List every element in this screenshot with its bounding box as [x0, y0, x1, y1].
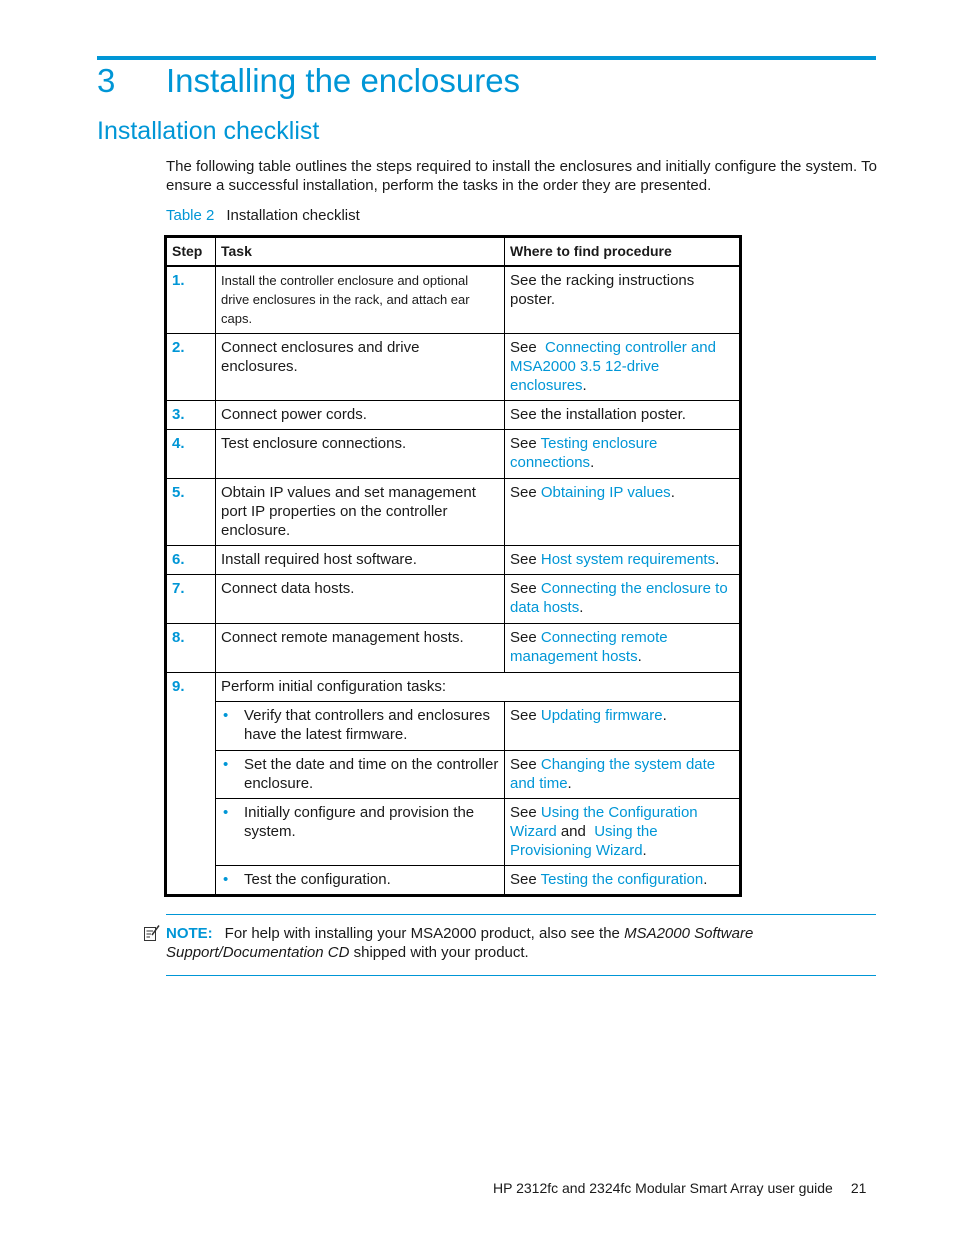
where-suffix: . [642, 842, 647, 859]
header-task: Task [216, 237, 505, 267]
table-row [166, 624, 741, 673]
where-cell [505, 702, 741, 751]
bullet-icon: • [223, 756, 229, 773]
procedure-link[interactable]: Testing enclosure connections [510, 435, 658, 471]
where-cell [505, 575, 741, 624]
where-suffix: . [670, 484, 675, 501]
task-cell: Connect power cords. [216, 401, 505, 430]
note-text-end: shipped with your product. [353, 944, 529, 961]
subtask-cell [216, 799, 505, 866]
chapter-number: 3 [97, 62, 116, 99]
where-text: See the installation poster. [510, 406, 686, 423]
table-row [166, 266, 741, 334]
where-text: See [510, 756, 537, 773]
step-number: 9. [166, 673, 216, 896]
chapter-top-rule [97, 56, 876, 60]
procedure-link[interactable]: Updating firmware [540, 707, 663, 724]
bullet-icon: • [223, 871, 229, 888]
subtask-text: Test the configuration. [244, 871, 391, 888]
chapter-title: Installing the enclosures [166, 62, 521, 99]
table-row [166, 430, 741, 479]
where-text: See [510, 435, 537, 452]
where-text: See [510, 484, 537, 501]
table-row [166, 575, 741, 624]
chapter-heading [97, 62, 520, 100]
where-text: See [510, 339, 537, 356]
where-cell [505, 334, 741, 401]
where-cell [505, 546, 741, 575]
step-number: 2. [166, 334, 216, 401]
table-caption-label[interactable]: Table 2 [166, 207, 215, 224]
page-footer [493, 1180, 866, 1196]
step-number: 3. [166, 401, 216, 430]
table-row [166, 673, 741, 702]
footer-title: HP 2312fc and 2324fc Modular Smart Array user guide [493, 1180, 833, 1196]
where-suffix: . [703, 871, 708, 888]
step-number: 5. [166, 479, 216, 546]
subtask-cell [216, 866, 505, 896]
procedure-link[interactable]: Testing the configuration [540, 871, 704, 888]
where-text: See [510, 551, 537, 568]
bullet-icon: • [223, 804, 229, 821]
step-number: 8. [166, 624, 216, 673]
task-cell: Install required host software. [216, 546, 505, 575]
procedure-link[interactable]: Host system requirements [540, 551, 716, 568]
where-cell [505, 430, 741, 479]
step-number: 1. [166, 266, 216, 334]
where-suffix: . [567, 775, 572, 792]
subtask-row [166, 751, 741, 799]
header-where: Where to find procedure [505, 237, 741, 267]
where-text: See [510, 871, 537, 888]
task-cell: Obtain IP values and set management port IP properties on the controller enclosure. [216, 479, 505, 546]
table-row [166, 401, 741, 430]
table-row [166, 479, 741, 546]
note-label: NOTE: [166, 925, 213, 942]
subtask-cell [216, 751, 505, 799]
procedure-link[interactable]: Connecting the enclosure to data hosts [510, 580, 728, 616]
checklist-table [164, 235, 742, 897]
where-text: See [510, 580, 537, 597]
procedure-link[interactable]: Using the Provisioning Wizard [510, 823, 658, 859]
table-row [166, 546, 741, 575]
where-conjunction: and [560, 823, 586, 840]
task-cell: Perform initial configuration tasks: [216, 673, 741, 702]
task-cell: Connect data hosts. [216, 575, 505, 624]
where-suffix: . [579, 599, 584, 616]
bullet-icon: • [223, 707, 229, 724]
where-cell [505, 866, 741, 896]
intro-paragraph: The following table outlines the steps required to install the enclosures and initially configure the system. To ensure a successful installation, perform the tasks in the order they are presented. [166, 158, 877, 194]
where-cell [505, 479, 741, 546]
header-step: Step [166, 237, 216, 267]
where-suffix: . [590, 454, 595, 471]
procedure-link[interactable]: Using the Configuration Wizard [510, 804, 698, 840]
procedure-link[interactable]: Changing the system date and time [510, 756, 716, 792]
task-cell: Connect remote management hosts. [216, 624, 505, 673]
subtask-text: Set the date and time on the controller enclosure. [244, 756, 499, 792]
subtask-text: Initially configure and provision the system. [244, 804, 475, 840]
where-suffix: . [637, 648, 642, 665]
where-suffix: . [662, 707, 667, 724]
where-cell [505, 624, 741, 673]
where-text: See [510, 707, 537, 724]
step-number: 4. [166, 430, 216, 479]
procedure-link[interactable]: Obtaining IP values [540, 484, 671, 501]
where-text: See [510, 629, 537, 646]
section-title: Installation checklist [97, 117, 320, 145]
subtask-row [166, 702, 741, 751]
step-number: 6. [166, 546, 216, 575]
where-cell [505, 799, 741, 866]
page-number: 21 [850, 1180, 867, 1196]
table-row [166, 334, 741, 401]
where-cell [505, 266, 741, 334]
where-cell [505, 401, 741, 430]
task-cell: Test enclosure connections. [216, 430, 505, 479]
subtask-row [166, 799, 741, 866]
where-cell [505, 751, 741, 799]
note-box [166, 924, 866, 962]
note-italic-text: MSA2000 Software Support/Documentation CD [166, 925, 754, 961]
where-suffix: . [715, 551, 720, 568]
procedure-link[interactable]: Connecting controller and MSA2000 3.5 12-drive enclosures [510, 339, 716, 394]
note-pencil-icon [143, 924, 161, 942]
step-number: 7. [166, 575, 216, 624]
subtask-row [166, 866, 741, 896]
where-text: See [510, 804, 537, 821]
subtask-cell [216, 702, 505, 751]
table-caption-text: Installation checklist [226, 207, 360, 224]
procedure-link[interactable]: Connecting remote management hosts [510, 629, 668, 665]
note-text: For help with installing your MSA2000 product, also see the [224, 925, 620, 942]
note-top-rule [166, 914, 876, 915]
note-bottom-rule [166, 975, 876, 976]
subtask-text: Verify that controllers and enclosures have the latest firmware. [244, 707, 490, 743]
table-caption [166, 207, 360, 224]
task-cell: Connect enclosures and drive enclosures. [216, 334, 505, 401]
where-suffix: . [582, 377, 587, 394]
table-header-row [166, 237, 741, 267]
where-text: See the racking instructions poster. [510, 272, 695, 308]
task-cell: Install the controller enclosure and optional drive enclosures in the rack, and attach ear caps. [216, 266, 505, 334]
